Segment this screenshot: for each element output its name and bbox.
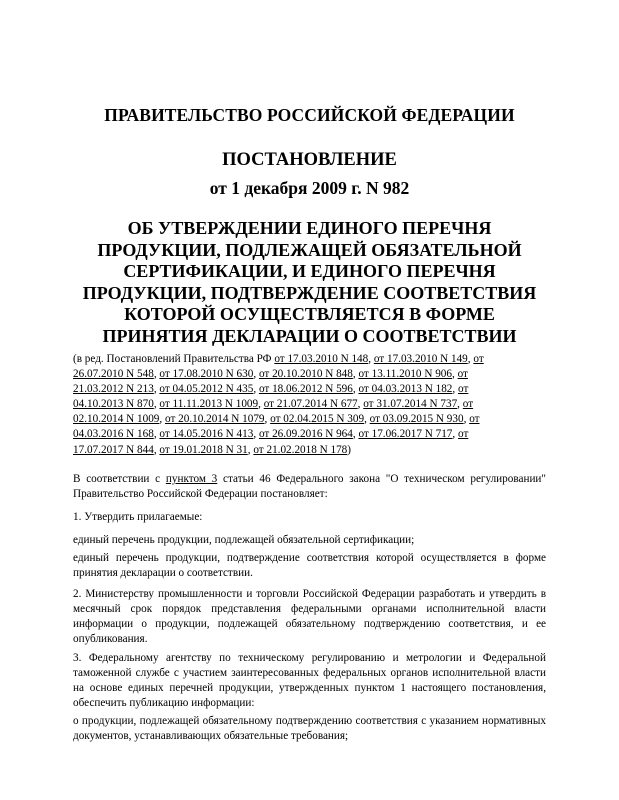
amendment-link-start[interactable]: от <box>469 413 480 426</box>
amendments-line: 02.10.2014 N 1009, от 20.10.2014 N 1079, от 02.04.2015 N 309, от 03.09.2015 N 930, от <box>73 413 480 426</box>
amendment-link[interactable]: от 04.03.2013 N 182 <box>358 383 453 396</box>
document-title <box>40 218 579 348</box>
amendment-link-end[interactable]: 04.10.2013 N 870 <box>73 398 154 411</box>
amendments-line: 04.10.2013 N 870, от 11.11.2013 N 1009, от 21.07.2014 N 677, от 31.07.2014 N 737, от <box>73 398 474 411</box>
amendment-link[interactable]: от 13.11.2010 N 906 <box>358 368 452 381</box>
government-heading: ПРАВИТЕЛЬСТВО РОССИЙСКОЙ ФЕДЕРАЦИИ <box>104 105 515 125</box>
title-line: ОБ УТВЕРЖДЕНИИ ЕДИНОГО ПЕРЕЧНЯ <box>127 218 492 238</box>
title-line: ПРОДУКЦИИ, ПОДТВЕРЖДЕНИЕ СООТВЕТСТВИЯ <box>82 282 537 303</box>
amendment-link[interactable]: от 18.06.2012 N 596 <box>258 383 353 396</box>
amendment-link[interactable]: от 17.03.2010 N 148 <box>274 353 369 365</box>
amendment-link[interactable]: от 17.08.2010 N 630 <box>159 368 254 381</box>
amendment-link[interactable]: от 19.01.2018 N 31 <box>159 443 248 456</box>
amendment-link[interactable]: от 17.03.2010 N 149 <box>373 353 468 365</box>
paragraph: 3. Федеральному агентству по техническому регулированию и метрологии и Федеральной таможенной службе с участием заинтересованных федеральных органов исполнительной власти на основе единых перечней продукции, утвержденных пунктом 1 настоящего постановления, обеспечить публикацию информации: <box>73 652 546 709</box>
amendment-link[interactable]: от 14.05.2016 N 413 <box>159 428 254 441</box>
intro-text: статьи 46 Федерального закона "О техническом регулировании" Правительство Российской Федерации постановляет: <box>73 473 546 500</box>
intro-paragraph <box>73 472 546 502</box>
amendments-line: (в ред. Постановлений Правительства РФ от 17.03.2010 N 148, от 17.03.2010 N 149, от <box>73 353 484 365</box>
title-line: СЕРТИФИКАЦИИ, И ЕДИНОГО ПЕРЕЧНЯ <box>123 261 496 282</box>
amendment-link-end[interactable]: 17.07.2017 N 844 <box>73 443 154 456</box>
amendment-link-start[interactable]: от <box>458 428 469 441</box>
amendments-list <box>73 352 543 458</box>
amendment-link-end[interactable]: 21.03.2012 N 213 <box>73 383 154 396</box>
title-line: ПРОДУКЦИИ, ПОДЛЕЖАЩЕЙ ОБЯЗАТЕЛЬНОЙ <box>97 239 522 260</box>
paragraph: единый перечень продукции, подтверждение соответствия которой осуществляется в форме принятия декларации о соответствии. <box>73 552 546 579</box>
amendment-link-start[interactable]: от <box>457 368 468 381</box>
amendment-link[interactable]: от 21.07.2014 N 677 <box>263 398 358 411</box>
title-line: КОТОРОЙ ОСУЩЕСТВЛЯЕТСЯ В ФОРМЕ <box>124 304 495 325</box>
document-type-heading: ПОСТАНОВЛЕНИЕ <box>222 150 397 170</box>
amendment-link[interactable]: от 17.06.2017 N 717 <box>358 428 453 441</box>
title-line: ПРИНЯТИЯ ДЕКЛАРАЦИИ О СООТВЕТСТВИИ <box>102 325 517 346</box>
amendment-link-start[interactable]: от <box>473 353 484 365</box>
amendments-suffix: ) <box>347 443 352 456</box>
amendments-line: 04.03.2016 N 168, от 14.05.2016 N 413, от 26.09.2016 N 964, от 17.06.2017 N 717, от <box>73 428 469 441</box>
amendment-link-start[interactable]: от <box>458 383 469 396</box>
amendment-link-end[interactable]: 02.10.2014 N 1009 <box>73 413 160 426</box>
amendment-link[interactable]: от 20.10.2014 N 1079 <box>165 413 265 426</box>
amendment-link-end[interactable]: 04.03.2016 N 168 <box>73 428 154 441</box>
amendment-link[interactable]: от 20.10.2010 N 848 <box>258 368 353 381</box>
paragraph: единый перечень продукции, подлежащей обязательной сертификации; <box>73 534 415 546</box>
paragraph: 1. Утвердить прилагаемые: <box>73 511 203 523</box>
amendment-link[interactable]: от 26.09.2016 N 964 <box>258 428 353 441</box>
amendments-line: 21.03.2012 N 213, от 04.05.2012 N 435, от 18.06.2012 N 596, от 04.03.2013 N 182, от <box>73 383 469 396</box>
amendments-line: 17.07.2017 N 844, от 19.01.2018 N 31, от 21.02.2018 N 178) <box>73 443 352 456</box>
paragraph: 2. Министерству промышленности и торговли Российской Федерации разработать и утвердить в месячный срок порядок представления федеральными органами исполнительной власти информации о продукции, подлежащей обязательному подтверждению соответствия, и ее опубликования. <box>73 588 546 645</box>
amendment-link[interactable]: от 03.09.2015 N 930 <box>369 413 464 426</box>
amendment-link[interactable]: от 04.05.2012 N 435 <box>159 383 254 396</box>
amendment-link[interactable]: от 21.02.2018 N 178 <box>253 443 348 456</box>
paragraph: о продукции, подлежащей обязательному подтверждению соответствия с указанием нормативных документов, устанавливающих обязательные требования; <box>73 715 546 742</box>
amendment-link[interactable]: от 02.04.2015 N 309 <box>270 413 365 426</box>
amendment-link-end[interactable]: 26.07.2010 N 548 <box>73 368 154 381</box>
amendments-prefix: (в ред. Постановлений Правительства РФ <box>73 353 275 365</box>
amendment-link-start[interactable]: от <box>462 398 474 411</box>
document-date-number: от 1 декабря 2009 г. N 982 <box>209 178 410 198</box>
amendments-line: 26.07.2010 N 548, от 17.08.2010 N 630, от 20.10.2010 N 848, от 13.11.2010 N 906, от <box>73 368 468 381</box>
amendment-link[interactable]: от 11.11.2013 N 1009 <box>159 398 259 411</box>
intro-text: В соответствии с <box>73 473 166 485</box>
amendment-link[interactable]: от 31.07.2014 N 737 <box>363 398 458 411</box>
law-article-link[interactable]: пунктом 3 <box>165 473 218 485</box>
